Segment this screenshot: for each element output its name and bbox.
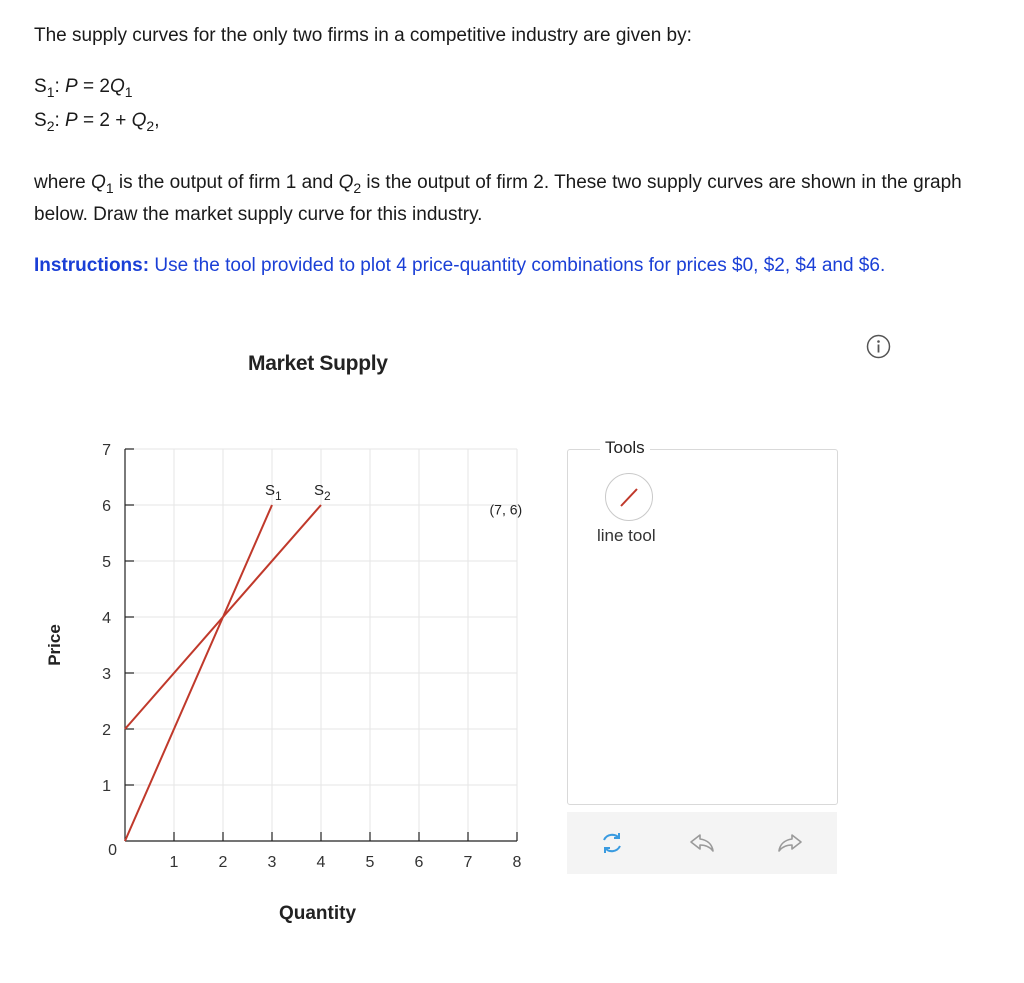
- y-tick-label: 3: [102, 666, 111, 683]
- info-icon[interactable]: [866, 334, 891, 359]
- refresh-icon: [597, 828, 627, 858]
- y-tick-label: 2: [102, 722, 111, 739]
- series-label-sub: 2: [324, 489, 331, 503]
- y-tick-label: 0: [108, 842, 117, 859]
- x-tick-label: 4: [316, 854, 326, 871]
- problem-description: where $Q_1$ is the output of firm 1 and $Q_2$ is the output of firm 2. These two supply curves are shown in the graph below. Draw the market supply curve for this industry.: [34, 172, 962, 225]
- y-axis-label: Price: [45, 624, 64, 666]
- y-tick-label: 1: [102, 778, 111, 795]
- x-tick-label: 8: [512, 854, 522, 871]
- x-tick-label: 5: [365, 854, 375, 871]
- series-label-s1: $S_1$: [265, 482, 282, 503]
- reset-button[interactable]: [597, 828, 627, 858]
- x-tick-label: 3: [267, 854, 277, 871]
- market-supply-chart[interactable]: [0, 380, 560, 940]
- chart-title: Market Supply: [248, 352, 388, 375]
- equation-s1: $S_1$: $P = 2Q_1$: [34, 76, 133, 100]
- x-tick-label: 7: [463, 854, 473, 871]
- y-tick-label: 7: [102, 442, 111, 459]
- undo-button[interactable]: [687, 828, 717, 858]
- redo-button[interactable]: [775, 828, 805, 858]
- x-tick-label: 2: [218, 854, 228, 871]
- x-tick-label: 1: [169, 854, 179, 871]
- problem-intro: The supply curves for the only two firms in a competitive industry are given by:: [34, 25, 692, 46]
- instructions: Instructions: Use the tool provided to plot 4 price-quantity combinations for prices $0, $2, $4 and $6.: [34, 255, 886, 276]
- y-tick-label: 4: [102, 610, 111, 627]
- tools-legend: Tools: [600, 438, 650, 458]
- x-axis-label: Quantity: [278, 903, 357, 924]
- point-annotation: (7, 6): [489, 501, 523, 518]
- line-tool-label: line tool: [597, 526, 656, 545]
- equation-s2: $S_2$: $P = 2 + Q_2$,: [34, 110, 160, 134]
- series-label-s2: $S_2$: [314, 482, 331, 503]
- series-label-sub: 1: [275, 489, 282, 503]
- line-tool-button[interactable]: [605, 473, 653, 521]
- y-tick-label: 5: [102, 554, 111, 571]
- undo-icon: [687, 828, 717, 858]
- x-tick-label: 6: [414, 854, 424, 871]
- action-bar: [567, 812, 837, 874]
- line-tool-icon: [606, 474, 652, 520]
- redo-icon: [775, 828, 805, 858]
- y-tick-label: 6: [102, 498, 111, 515]
